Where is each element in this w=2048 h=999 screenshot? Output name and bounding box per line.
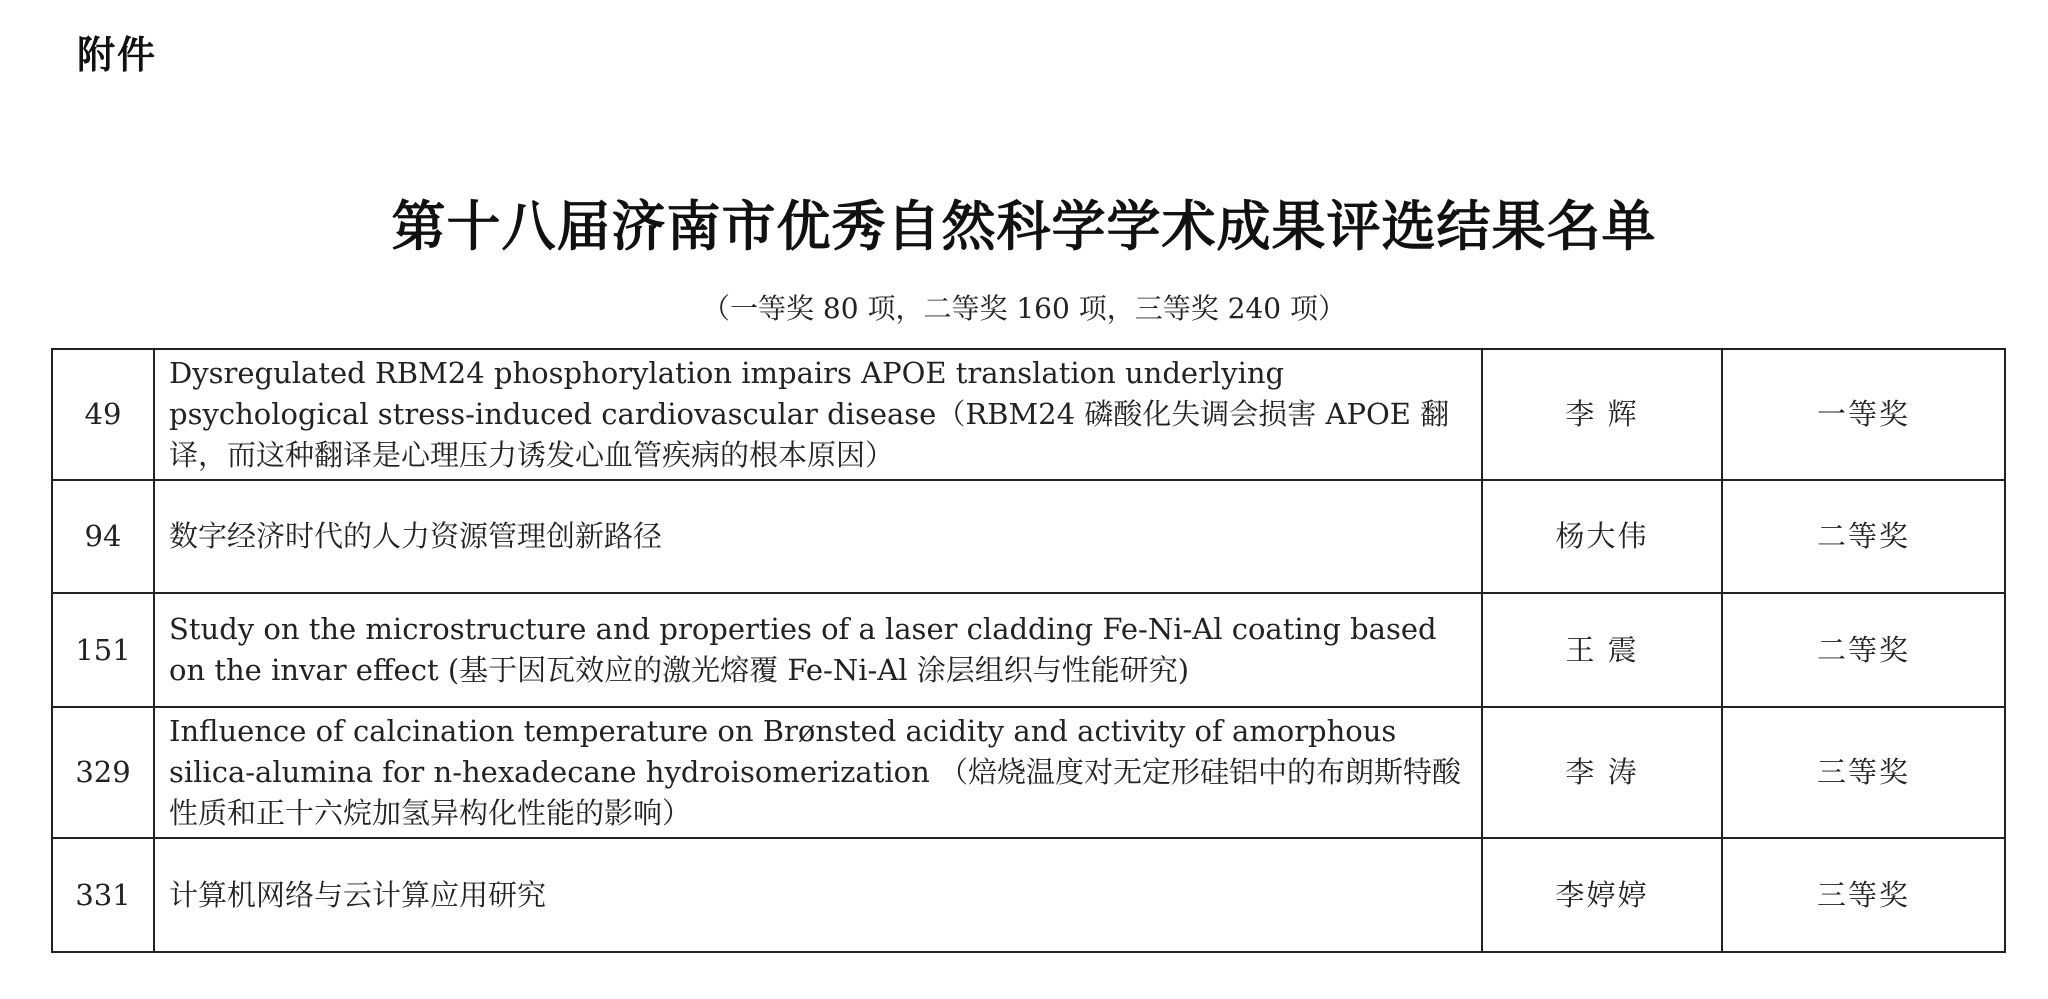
results-table: [51, 348, 2006, 953]
row-number: 329: [52, 707, 154, 838]
attachment-label: 附件: [77, 33, 158, 77]
table-row: [52, 593, 2005, 707]
paper-title: 数字经济时代的人力资源管理创新路径: [154, 480, 1482, 593]
award-level: 二等奖: [1722, 593, 2005, 707]
row-number: 94: [52, 480, 154, 593]
award-level: 二等奖: [1722, 480, 2005, 593]
table-row: [52, 480, 2005, 593]
table-row: [52, 838, 2005, 952]
row-number: 49: [52, 349, 154, 480]
page-subtitle: （一等奖 80 项，二等奖 160 项，三等奖 240 项）: [702, 292, 1346, 325]
award-level: 三等奖: [1722, 707, 2005, 838]
author-name: 杨大伟: [1482, 480, 1722, 593]
table-row: [52, 349, 2005, 480]
paper-title: Study on the microstructure and properties of a laser cladding Fe-Ni-Al coating based on the invar effect (基于因瓦效应的激光熔覆 Fe-Ni-Al 涂层组织与性能研究): [154, 593, 1482, 707]
paper-title: Influence of calcination temperature on Brønsted acidity and activity of amorphous silica-alumina for n-hexadecane hydroisomerization （焙烧温度对无定形硅铝中的布朗斯特酸性质和正十六烷加氢异构化性能的影响）: [154, 707, 1482, 838]
award-level: 一等奖: [1722, 349, 2005, 480]
author-name: 李婷婷: [1482, 838, 1722, 952]
award-level: 三等奖: [1722, 838, 2005, 952]
row-number: 331: [52, 838, 154, 952]
row-number: 151: [52, 593, 154, 707]
table-row: [52, 707, 2005, 838]
paper-title: Dysregulated RBM24 phosphorylation impairs APOE translation underlying psychological stress-induced cardiovascular disease（RBM24 磷酸化失调会损害 APOE 翻译，而这种翻译是心理压力诱发心血管疾病的根本原因）: [154, 349, 1482, 480]
page-title: 第十八届济南市优秀自然科学学术成果评选结果名单: [391, 194, 1657, 258]
author-name: 李 辉: [1482, 349, 1722, 480]
author-name: 王 震: [1482, 593, 1722, 707]
author-name: 李 涛: [1482, 707, 1722, 838]
paper-title: 计算机网络与云计算应用研究: [154, 838, 1482, 952]
